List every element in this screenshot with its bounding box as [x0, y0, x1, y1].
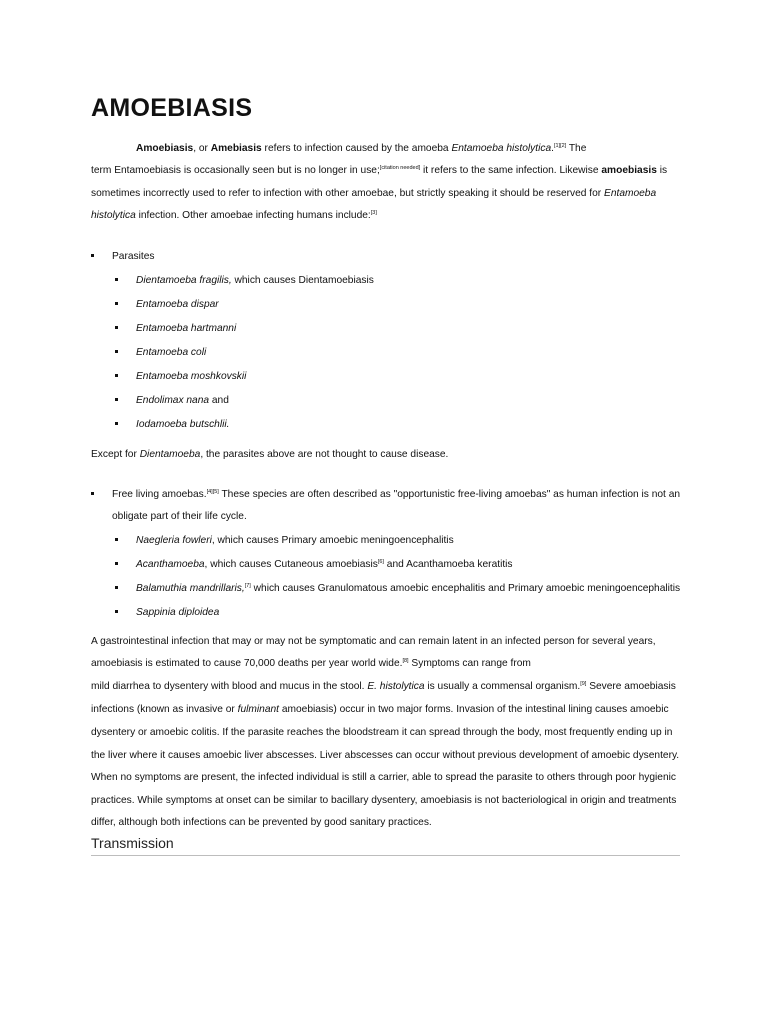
text: it refers to the same infection. Likewise	[420, 165, 602, 176]
species-name: Dientamoeba	[139, 449, 201, 460]
bullet-icon	[115, 538, 118, 541]
species-name: E. histolytica	[367, 681, 425, 692]
citation-link[interactable]: [6]	[377, 559, 384, 565]
paragraph-line: dysentery or amoebic colitis. If the parasite reaches the bloodstream it can spread through the body, most frequently ending up in	[91, 727, 673, 738]
list-item	[136, 298, 219, 311]
citation-link[interactable]: [3]	[370, 210, 377, 216]
paragraph-line: differ, although both infections can be prevented by good sanitary practices.	[91, 817, 432, 828]
citation-link[interactable]: [1][2]	[553, 143, 567, 149]
bullet-icon	[115, 586, 118, 589]
section-heading-transmission: Transmission	[91, 835, 174, 851]
list-item	[136, 394, 229, 407]
paragraph-line: When no symptoms are present, the infected individual is still a carrier, able to spread the parasite to others through poor hygienic	[91, 772, 676, 783]
free-living-continuation: obligate part of their life cycle.	[112, 511, 247, 522]
citation-link[interactable]: [9]	[580, 681, 587, 687]
species-name: Balamuthia mandrillaris,	[136, 583, 245, 594]
paragraph-line: practices. While symptoms at onset can be similar to bacillary dysentery, amoebiasis is not bacteriological in origin and treatments	[91, 795, 677, 806]
species-name: Sappinia diploidea	[136, 607, 220, 618]
species-name: Entamoeba coli	[136, 347, 207, 358]
species-name: Acanthamoeba	[136, 559, 205, 570]
list-item	[136, 418, 229, 431]
text: Symptoms can range from	[408, 658, 531, 669]
species-name: Entamoeba moshkovskii	[136, 371, 247, 382]
bullet-icon	[91, 492, 94, 495]
species-name: Endolimax nana	[136, 395, 210, 406]
except-line	[91, 448, 448, 461]
intro-line-4	[91, 209, 377, 222]
species-name: Iodamoeba butschlii.	[136, 419, 230, 430]
text: The	[566, 143, 587, 154]
species-name: Entamoeba dispar	[136, 299, 219, 310]
bullet-icon	[115, 278, 118, 281]
citation-needed-link[interactable]: [citation needed]	[379, 165, 421, 171]
page-title: AMOEBIASIS	[91, 94, 253, 122]
species-name: Entamoeba	[604, 188, 657, 199]
paragraph-line: A gastrointestinal infection that may or may not be symptomatic and can remain latent in an infected person for several years,	[91, 636, 656, 647]
term-amoebiasis: amoebiasis	[601, 165, 657, 176]
text: is usually a commensal organism.	[424, 681, 581, 692]
list-item	[136, 558, 513, 571]
text: which causes Granulomatous amoebic encephalitis and Primary amoebic meningoencephalitis	[250, 583, 681, 594]
species-name: Dientamoeba fragilis,	[136, 275, 232, 286]
text: is	[656, 165, 668, 176]
term-amoebiasis: Amoebiasis	[136, 143, 194, 154]
list-item	[136, 274, 374, 287]
bullet-icon	[115, 374, 118, 377]
bullet-icon	[115, 326, 118, 329]
text: These species are often described as "opportunistic free-living amoebas" as human infection is not an	[218, 489, 681, 500]
text: , the parasites above are not thought to cause disease.	[200, 449, 449, 460]
text: Severe amoebiasis	[586, 681, 676, 692]
section-divider	[91, 855, 680, 856]
emphasis-text: fulminant	[237, 704, 279, 715]
text: and	[209, 395, 229, 406]
bullet-icon	[115, 610, 118, 613]
list-item-label: Parasites	[112, 251, 155, 262]
text: infection. Other amoebae infecting humans include:	[135, 210, 371, 221]
text: .	[551, 143, 554, 154]
text: and Acanthamoeba keratitis	[383, 559, 513, 570]
text: sometimes incorrectly used to refer to infection with other amoebae, but strictly speaking it should be reserved for	[91, 188, 605, 199]
intro-line-1	[136, 142, 586, 155]
species-name: histolytica	[91, 210, 136, 221]
species-name: Naegleria fowleri	[136, 535, 212, 546]
list-item	[136, 606, 219, 619]
text: mild diarrhea to dysentery with blood and mucus in the stool.	[91, 681, 368, 692]
paragraph-line	[91, 703, 669, 716]
text: , which causes Cutaneous amoebiasis	[204, 559, 378, 570]
text: which causes Dientamoebiasis	[231, 275, 374, 286]
species-name: Entamoeba histolytica	[451, 143, 552, 154]
citation-link[interactable]: [8]	[402, 658, 409, 664]
paragraph-line: the liver where it causes amoebic liver abscesses. Liver abscesses can occur without previous development of amoebic dysentery.	[91, 750, 680, 761]
text: amoebiasis is estimated to cause 70,000 deaths per year world wide.	[91, 658, 403, 669]
list-item	[136, 582, 680, 595]
bullet-icon	[115, 398, 118, 401]
bullet-icon	[115, 422, 118, 425]
term-amebiasis: Amebiasis	[210, 143, 262, 154]
bullet-icon	[115, 350, 118, 353]
intro-line-3	[91, 187, 656, 200]
text: amoebiasis) occur in two major forms. Invasion of the intestinal lining causes amoebic	[279, 704, 669, 715]
text: , which causes Primary amoebic meningoencephalitis	[211, 535, 454, 546]
text: Free living amoebas.	[112, 489, 207, 500]
paragraph-line	[91, 657, 531, 670]
text: Except for	[91, 449, 140, 460]
species-name: Entamoeba hartmanni	[136, 323, 237, 334]
list-item	[112, 250, 154, 263]
text: infections (known as invasive or	[91, 704, 238, 715]
list-item	[136, 534, 454, 547]
text: refers to infection caused by the amoeba	[261, 143, 452, 154]
citation-link[interactable]: [7]	[244, 583, 251, 589]
text: , or	[193, 143, 211, 154]
citation-link[interactable]: [4][5]	[206, 489, 219, 495]
bullet-icon	[115, 562, 118, 565]
intro-line-2	[91, 164, 667, 177]
bullet-icon	[91, 254, 94, 257]
paragraph-line	[91, 680, 676, 693]
list-item	[136, 322, 236, 335]
list-item	[136, 346, 206, 359]
list-item	[112, 488, 680, 501]
text: term Entamoebiasis is occasionally seen but is no longer in use;	[91, 165, 380, 176]
bullet-icon	[115, 302, 118, 305]
list-item	[136, 370, 246, 383]
